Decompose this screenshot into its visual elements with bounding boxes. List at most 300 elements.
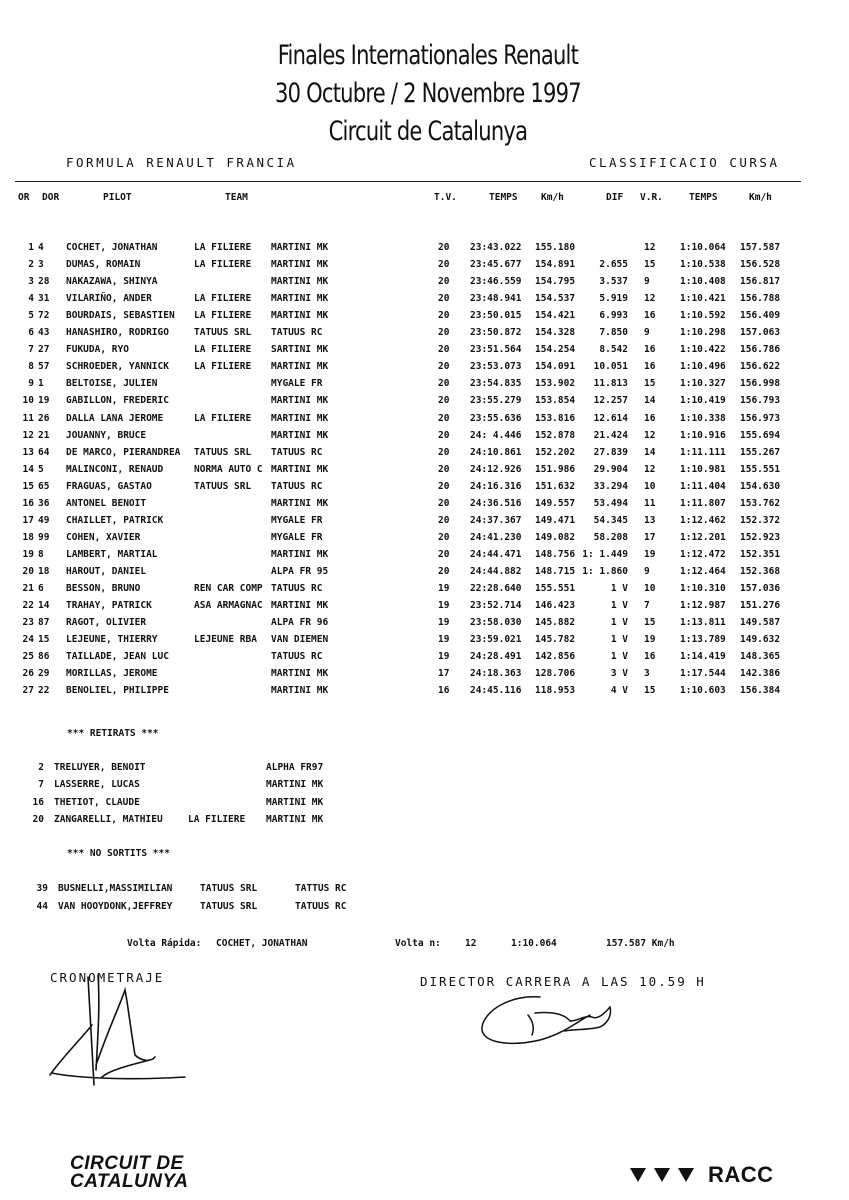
cell-kmh: 151.632 bbox=[535, 480, 576, 492]
fastest-lap bbox=[0, 938, 849, 952]
cell-no: 27 bbox=[38, 344, 50, 356]
cell-car: ALPA FR 96 bbox=[271, 617, 329, 629]
cell-bkmh: 156.528 bbox=[740, 259, 781, 271]
cell-bkmh: 156.788 bbox=[740, 293, 781, 305]
cell-no: 57 bbox=[38, 361, 50, 373]
retired-row bbox=[0, 797, 849, 811]
cell-best: 1:17.544 bbox=[680, 668, 726, 680]
cell-no: 19 bbox=[38, 395, 50, 407]
cell-kmh: 149.082 bbox=[535, 531, 576, 543]
cell-car: TATUUS RC bbox=[271, 327, 323, 339]
cell-no: 26 bbox=[38, 412, 50, 424]
cell-time: 23:55.636 bbox=[470, 412, 522, 424]
cell-team: TATUUS SRL bbox=[200, 883, 258, 894]
cell-car: MARTINI MK bbox=[271, 600, 329, 612]
cell-kmh: 155.551 bbox=[535, 583, 576, 594]
cell-kmh: 148.756 bbox=[535, 548, 576, 560]
cell-car: MYGALE FR bbox=[271, 378, 323, 390]
cell-bkmh: 154.630 bbox=[740, 480, 781, 492]
cell-best: 1:12.472 bbox=[680, 548, 726, 560]
cell-pilot: TAILLADE, JEAN LUC bbox=[66, 651, 169, 663]
cell-laps: 20 bbox=[438, 446, 450, 458]
cell-no: 3 bbox=[38, 259, 44, 271]
cell-kmh: 145.782 bbox=[535, 634, 576, 646]
cell-kmh: 142.856 bbox=[535, 651, 576, 663]
cell-pos: 3 bbox=[28, 276, 34, 288]
column-headers bbox=[0, 192, 849, 206]
cell-dif: 1 V bbox=[610, 634, 628, 646]
cell-laps: 17 bbox=[438, 668, 450, 680]
cell-vr: 16 bbox=[644, 361, 656, 373]
cell-vr: 15 bbox=[644, 617, 656, 629]
cell-laps: 20 bbox=[438, 327, 450, 339]
result-row bbox=[0, 532, 849, 546]
cell-laps: 19 bbox=[438, 634, 450, 646]
cell-laps: 20 bbox=[438, 242, 450, 253]
result-row bbox=[0, 344, 849, 358]
cell-no: 36 bbox=[38, 497, 50, 509]
cell-bkmh: 153.762 bbox=[740, 497, 781, 509]
cell-vr: 14 bbox=[644, 446, 656, 458]
cell-no: 20 bbox=[32, 813, 44, 825]
cell-time: 24:36.516 bbox=[470, 497, 522, 509]
cell-laps: 20 bbox=[438, 497, 450, 509]
cell-vr: 12 bbox=[644, 242, 656, 253]
cell-vr: 9 bbox=[644, 565, 650, 577]
fastest-lap-speed: 157.587 Km/h bbox=[606, 938, 675, 949]
cell-laps: 20 bbox=[438, 531, 450, 543]
cell-laps: 20 bbox=[438, 463, 450, 475]
cell-kmh: 146.423 bbox=[535, 600, 576, 612]
header-rule bbox=[15, 181, 801, 182]
cell-best: 1:10.603 bbox=[680, 685, 726, 697]
cell-no: 6 bbox=[38, 583, 44, 594]
cell-pilot: NAKAZAWA, SHINYA bbox=[66, 276, 158, 288]
cell-car: MARTINI MK bbox=[266, 779, 324, 791]
cell-pos: 20 bbox=[22, 565, 34, 577]
cell-no: 29 bbox=[38, 668, 50, 680]
cell-laps: 19 bbox=[438, 617, 450, 629]
cell-no: 49 bbox=[38, 514, 50, 526]
cell-no: 44 bbox=[36, 901, 48, 912]
document-type: CLASSIFICACIO CURSA bbox=[589, 155, 780, 170]
cell-team: TATUUS SRL bbox=[200, 901, 258, 912]
cell-no: 39 bbox=[36, 883, 48, 894]
cell-vr: 3 bbox=[644, 668, 650, 680]
fastest-lap-number-label: Volta n: bbox=[395, 938, 441, 949]
cell-best: 1:10.408 bbox=[680, 276, 726, 288]
cell-best: 1:13.811 bbox=[680, 617, 726, 629]
cell-pos: 10 bbox=[22, 395, 34, 407]
cell-time: 23:45.677 bbox=[470, 259, 522, 271]
cell-team: TATUUS SRL bbox=[194, 480, 252, 492]
result-row bbox=[0, 447, 849, 461]
dns-row bbox=[0, 901, 849, 915]
cell-time: 24:18.363 bbox=[470, 668, 522, 680]
result-row bbox=[0, 549, 849, 563]
cell-team: TATUUS SRL bbox=[194, 446, 252, 458]
cell-pos: 18 bbox=[22, 531, 34, 543]
cell-pos: 25 bbox=[22, 651, 34, 663]
cell-team: NORMA AUTO C bbox=[194, 463, 263, 475]
cell-bkmh: 149.632 bbox=[740, 634, 781, 646]
cell-pilot: DUMAS, ROMAIN bbox=[66, 259, 141, 271]
cell-bkmh: 155.694 bbox=[740, 429, 781, 441]
result-row bbox=[0, 378, 849, 392]
cell-kmh: 154.795 bbox=[535, 276, 576, 288]
col-team: TEAM bbox=[225, 192, 248, 203]
cell-bkmh: 157.587 bbox=[740, 242, 781, 253]
result-row bbox=[0, 685, 849, 699]
cell-kmh: 153.854 bbox=[535, 395, 576, 407]
fastest-lap-driver: COCHET, JONATHAN bbox=[216, 938, 308, 949]
cell-pos: 13 bbox=[22, 446, 34, 458]
cell-bkmh: 156.409 bbox=[740, 310, 781, 322]
cell-pos: 27 bbox=[22, 685, 34, 697]
cell-vr: 16 bbox=[644, 651, 656, 663]
cell-bkmh: 152.368 bbox=[740, 565, 781, 577]
cell-team: LA FILIERE bbox=[194, 259, 252, 271]
cell-car: TATUUS RC bbox=[271, 651, 323, 663]
cell-pilot: ANTONEL BENOIT bbox=[66, 497, 147, 509]
cell-no: 18 bbox=[38, 565, 50, 577]
cell-vr: 12 bbox=[644, 463, 656, 475]
cell-car: MARTINI MK bbox=[271, 242, 329, 253]
cell-vr: 15 bbox=[644, 685, 656, 697]
cell-vr: 16 bbox=[644, 344, 656, 356]
cell-vr: 11 bbox=[644, 497, 656, 509]
cell-pilot: GABILLON, FREDERIC bbox=[66, 395, 169, 407]
cell-car: VAN DIEMEN bbox=[271, 634, 329, 646]
cell-best: 1:13.789 bbox=[680, 634, 726, 646]
cell-time: 23:43.022 bbox=[470, 242, 522, 253]
cell-time: 24:45.116 bbox=[470, 685, 522, 697]
result-row bbox=[0, 395, 849, 409]
cell-team: LA FILIERE bbox=[194, 361, 252, 373]
cell-dif: 1 V bbox=[610, 617, 628, 629]
cell-pos: 8 bbox=[28, 361, 34, 373]
cell-dif: 1: 1.860 bbox=[582, 565, 628, 577]
result-row bbox=[0, 515, 849, 529]
cell-kmh: 154.891 bbox=[535, 259, 576, 271]
timing-signature-label: CRONOMETRAJE bbox=[50, 970, 165, 985]
cell-no: 28 bbox=[38, 276, 50, 288]
cell-laps: 19 bbox=[438, 583, 450, 594]
cell-pilot: COCHET, JONATHAN bbox=[66, 242, 158, 253]
cell-pos: 12 bbox=[22, 429, 34, 441]
cell-pilot: SCHROEDER, YANNICK bbox=[66, 361, 169, 373]
cell-dif: 6.993 bbox=[599, 310, 628, 322]
cell-pilot: BENOLIEL, PHILIPPE bbox=[66, 685, 169, 697]
cell-best: 1:14.419 bbox=[680, 651, 726, 663]
cell-best: 1:12.462 bbox=[680, 514, 726, 526]
cell-best: 1:10.496 bbox=[680, 361, 726, 373]
cell-car: ALPA FR 95 bbox=[271, 565, 329, 577]
cell-pilot: LAMBERT, MARTIAL bbox=[66, 548, 158, 560]
cell-bkmh: 155.267 bbox=[740, 446, 781, 458]
cell-vr: 16 bbox=[644, 310, 656, 322]
col-best-kmh: Km/h bbox=[749, 192, 772, 203]
col-tv: T.V. bbox=[434, 192, 457, 203]
cell-pos: 2 bbox=[28, 259, 34, 271]
cell-team: LEJEUNE RBA bbox=[194, 634, 257, 646]
cell-no: 5 bbox=[38, 463, 44, 475]
cell-laps: 19 bbox=[438, 651, 450, 663]
cell-laps: 20 bbox=[438, 480, 450, 492]
cell-pilot: VAN HOOYDONK,JEFFREY bbox=[58, 901, 173, 912]
cell-no: 8 bbox=[38, 548, 44, 560]
cell-dif: 12.614 bbox=[593, 412, 628, 424]
cell-car: ALPHA FR97 bbox=[266, 762, 324, 773]
dns-heading: *** NO SORTITS *** bbox=[67, 848, 170, 859]
cell-car: MARTINI MK bbox=[271, 293, 329, 305]
cell-laps: 20 bbox=[438, 361, 450, 373]
cell-time: 23:46.559 bbox=[470, 276, 522, 288]
col-best-temps: TEMPS bbox=[689, 192, 718, 203]
cell-no: 87 bbox=[38, 617, 50, 629]
circuit-logo-line-1: CIRCUIT DE bbox=[70, 1153, 184, 1174]
cell-team: TATUUS SRL bbox=[194, 327, 252, 339]
cell-no: 15 bbox=[38, 634, 50, 646]
cell-vr: 10 bbox=[644, 583, 656, 594]
cell-kmh: 153.902 bbox=[535, 378, 576, 390]
cell-laps: 20 bbox=[438, 429, 450, 441]
cell-kmh: 152.202 bbox=[535, 446, 576, 458]
cell-pos: 9 bbox=[28, 378, 34, 390]
cell-bkmh: 156.384 bbox=[740, 685, 781, 697]
cell-pos: 15 bbox=[22, 480, 34, 492]
cell-pos: 5 bbox=[28, 310, 34, 322]
cell-bkmh: 149.587 bbox=[740, 617, 781, 629]
cell-best: 1:10.981 bbox=[680, 463, 726, 475]
cell-time: 24: 4.446 bbox=[470, 429, 522, 441]
cell-kmh: 153.816 bbox=[535, 412, 576, 424]
cell-vr: 12 bbox=[644, 293, 656, 305]
cell-car: MARTINI MK bbox=[271, 395, 329, 407]
cell-best: 1:11.404 bbox=[680, 480, 726, 492]
result-row bbox=[0, 413, 849, 427]
cell-no: 21 bbox=[38, 429, 50, 441]
cell-car: TATUUS RC bbox=[271, 583, 323, 594]
cell-no: 1 bbox=[38, 378, 44, 390]
cell-kmh: 145.882 bbox=[535, 617, 576, 629]
cell-time: 23:50.015 bbox=[470, 310, 522, 322]
cell-dif: 1: 1.449 bbox=[582, 548, 628, 560]
cell-bkmh: 152.923 bbox=[740, 531, 781, 543]
cell-pos: 26 bbox=[22, 668, 34, 680]
cell-pos: 14 bbox=[22, 463, 34, 475]
cell-no: 7 bbox=[38, 779, 44, 791]
cell-kmh: 151.986 bbox=[535, 463, 576, 475]
cell-vr: 9 bbox=[644, 327, 650, 339]
cell-pilot: COHEN, XAVIER bbox=[66, 531, 141, 543]
cell-time: 23:53.073 bbox=[470, 361, 522, 373]
cell-bkmh: 156.622 bbox=[740, 361, 781, 373]
cell-time: 23:52.714 bbox=[470, 600, 522, 612]
cell-pilot: ZANGARELLI, MATHIEU bbox=[54, 813, 163, 825]
title-line-3: Circuit de Catalunya bbox=[328, 116, 528, 147]
cell-vr: 12 bbox=[644, 429, 656, 441]
result-row bbox=[0, 498, 849, 512]
dns-row bbox=[0, 883, 849, 897]
cell-car: MARTINI MK bbox=[271, 463, 329, 475]
retired-heading: *** RETIRATS *** bbox=[67, 728, 159, 739]
cell-dif: 12.257 bbox=[593, 395, 628, 407]
cell-car: TATUUS RC bbox=[271, 480, 323, 492]
cell-time: 24:44.882 bbox=[470, 565, 522, 577]
cell-vr: 17 bbox=[644, 531, 656, 543]
cell-kmh: 154.254 bbox=[535, 344, 576, 356]
cell-team: LA FILIERE bbox=[194, 293, 252, 305]
cell-dif: 33.294 bbox=[593, 480, 628, 492]
circuit-logo-line-2: CATALUNYA bbox=[70, 1171, 189, 1192]
col-temps: TEMPS bbox=[489, 192, 518, 203]
cell-laps: 20 bbox=[438, 344, 450, 356]
cell-pilot: VILARIÑO, ANDER bbox=[66, 293, 152, 305]
cell-dif: 1 V bbox=[610, 583, 628, 594]
cell-car: MARTINI MK bbox=[271, 276, 329, 288]
cell-dif: 8.542 bbox=[599, 344, 628, 356]
result-row bbox=[0, 617, 849, 631]
cell-time: 23:55.279 bbox=[470, 395, 522, 407]
race-director-signature-label: DIRECTOR CARRERA A LAS 10.59 H bbox=[420, 974, 706, 989]
cell-pos: 19 bbox=[22, 548, 34, 560]
cell-bkmh: 156.998 bbox=[740, 378, 781, 390]
fastest-lap-label: Volta Rápida: bbox=[127, 938, 202, 949]
cell-best: 1:10.338 bbox=[680, 412, 726, 424]
cell-dif: 11.813 bbox=[593, 378, 628, 390]
cell-no: 22 bbox=[38, 685, 50, 697]
cell-laps: 16 bbox=[438, 685, 450, 697]
cell-best: 1:10.310 bbox=[680, 583, 726, 594]
cell-dif: 1 V bbox=[610, 600, 628, 612]
result-row bbox=[0, 327, 849, 341]
col-dor: DOR bbox=[42, 192, 60, 203]
cell-laps: 20 bbox=[438, 378, 450, 390]
cell-laps: 20 bbox=[438, 395, 450, 407]
cell-vr: 15 bbox=[644, 378, 656, 390]
cell-laps: 20 bbox=[438, 514, 450, 526]
cell-car: MARTINI MK bbox=[271, 310, 329, 322]
result-row bbox=[0, 634, 849, 648]
cell-laps: 20 bbox=[438, 412, 450, 424]
cell-best: 1:10.538 bbox=[680, 259, 726, 271]
result-row bbox=[0, 310, 849, 324]
cell-vr: 10 bbox=[644, 480, 656, 492]
cell-dif: 58.208 bbox=[593, 531, 628, 543]
cell-bkmh: 157.036 bbox=[740, 583, 781, 594]
cell-time: 24:41.230 bbox=[470, 531, 522, 543]
cell-vr: 19 bbox=[644, 548, 656, 560]
cell-bkmh: 157.063 bbox=[740, 327, 781, 339]
cell-time: 23:54.835 bbox=[470, 378, 522, 390]
cell-best: 1:12.987 bbox=[680, 600, 726, 612]
result-row bbox=[0, 276, 849, 290]
cell-car: SARTINI MK bbox=[271, 344, 329, 356]
cell-time: 23:51.564 bbox=[470, 344, 522, 356]
cell-dif: 5.919 bbox=[599, 293, 628, 305]
cell-pos: 17 bbox=[22, 514, 34, 526]
result-row bbox=[0, 668, 849, 682]
result-row bbox=[0, 242, 849, 256]
cell-car: MARTINI MK bbox=[271, 685, 329, 697]
cell-team: LA FILIERE bbox=[194, 344, 252, 356]
cell-pos: 11 bbox=[22, 412, 34, 424]
cell-kmh: 154.091 bbox=[535, 361, 576, 373]
title-line-1: Finales Internationales Renault bbox=[277, 40, 579, 71]
cell-no: 4 bbox=[38, 242, 44, 253]
cell-pilot: BOURDAIS, SEBASTIEN bbox=[66, 310, 175, 322]
cell-pilot: MORILLAS, JEROME bbox=[66, 668, 158, 680]
cell-pilot: LEJEUNE, THIERRY bbox=[66, 634, 158, 646]
cell-time: 24:37.367 bbox=[470, 514, 522, 526]
cell-bkmh: 156.817 bbox=[740, 276, 781, 288]
result-row bbox=[0, 600, 849, 614]
cell-time: 24:10.861 bbox=[470, 446, 522, 458]
cell-dif: 3 V bbox=[610, 668, 628, 680]
cell-dif: 3.537 bbox=[599, 276, 628, 288]
cell-best: 1:10.298 bbox=[680, 327, 726, 339]
cell-team: LA FILIERE bbox=[194, 242, 252, 253]
col-kmh: Km/h bbox=[541, 192, 564, 203]
cell-kmh: 149.557 bbox=[535, 497, 576, 509]
cell-bkmh: 155.551 bbox=[740, 463, 781, 475]
cell-bkmh: 156.786 bbox=[740, 344, 781, 356]
cell-pos: 4 bbox=[28, 293, 34, 305]
cell-car: MARTINI MK bbox=[266, 813, 324, 825]
cell-no: 86 bbox=[38, 651, 50, 663]
cell-dif: 4 V bbox=[610, 685, 628, 697]
cell-pilot: TRELUYER, BENOIT bbox=[54, 762, 146, 773]
cell-pilot: BELTOISE, JULIEN bbox=[66, 378, 158, 390]
cell-vr: 7 bbox=[644, 600, 650, 612]
cell-kmh: 155.180 bbox=[535, 242, 576, 253]
cell-kmh: 148.715 bbox=[535, 565, 576, 577]
result-row bbox=[0, 259, 849, 273]
cell-best: 1:10.916 bbox=[680, 429, 726, 441]
cell-pilot: DALLA LANA JEROME bbox=[66, 412, 164, 424]
cell-pilot: DE MARCO, PIERANDREA bbox=[66, 446, 181, 458]
cell-laps: 19 bbox=[438, 600, 450, 612]
cell-pilot: CHAILLET, PATRICK bbox=[66, 514, 164, 526]
cell-dif: 53.494 bbox=[593, 497, 628, 509]
cell-vr: 13 bbox=[644, 514, 656, 526]
cell-no: 16 bbox=[32, 796, 44, 808]
cell-laps: 20 bbox=[438, 310, 450, 322]
cell-pos: 1 bbox=[28, 242, 34, 253]
cell-kmh: 154.328 bbox=[535, 327, 576, 339]
cell-best: 1:11.807 bbox=[680, 497, 726, 509]
cell-car: TATUUS RC bbox=[295, 901, 347, 912]
cell-best: 1:10.592 bbox=[680, 310, 726, 322]
cell-team: LA FILIERE bbox=[194, 412, 252, 424]
cell-pos: 7 bbox=[28, 344, 34, 356]
col-vr: V.R. bbox=[640, 192, 663, 203]
cell-time: 23:58.030 bbox=[470, 617, 522, 629]
racc-brand: RACC bbox=[708, 1162, 774, 1187]
cell-no: 64 bbox=[38, 446, 50, 458]
cell-time: 23:50.872 bbox=[470, 327, 522, 339]
cell-pilot: TRAHAY, PATRICK bbox=[66, 600, 152, 612]
cell-pilot: HAROUT, DANIEL bbox=[66, 565, 147, 577]
cell-laps: 20 bbox=[438, 259, 450, 271]
cell-kmh: 152.878 bbox=[535, 429, 576, 441]
col-dif: DIF bbox=[606, 192, 624, 203]
result-row bbox=[0, 293, 849, 307]
result-row bbox=[0, 481, 849, 495]
cell-pos: 6 bbox=[28, 327, 34, 339]
cell-car: MARTINI MK bbox=[266, 796, 324, 808]
